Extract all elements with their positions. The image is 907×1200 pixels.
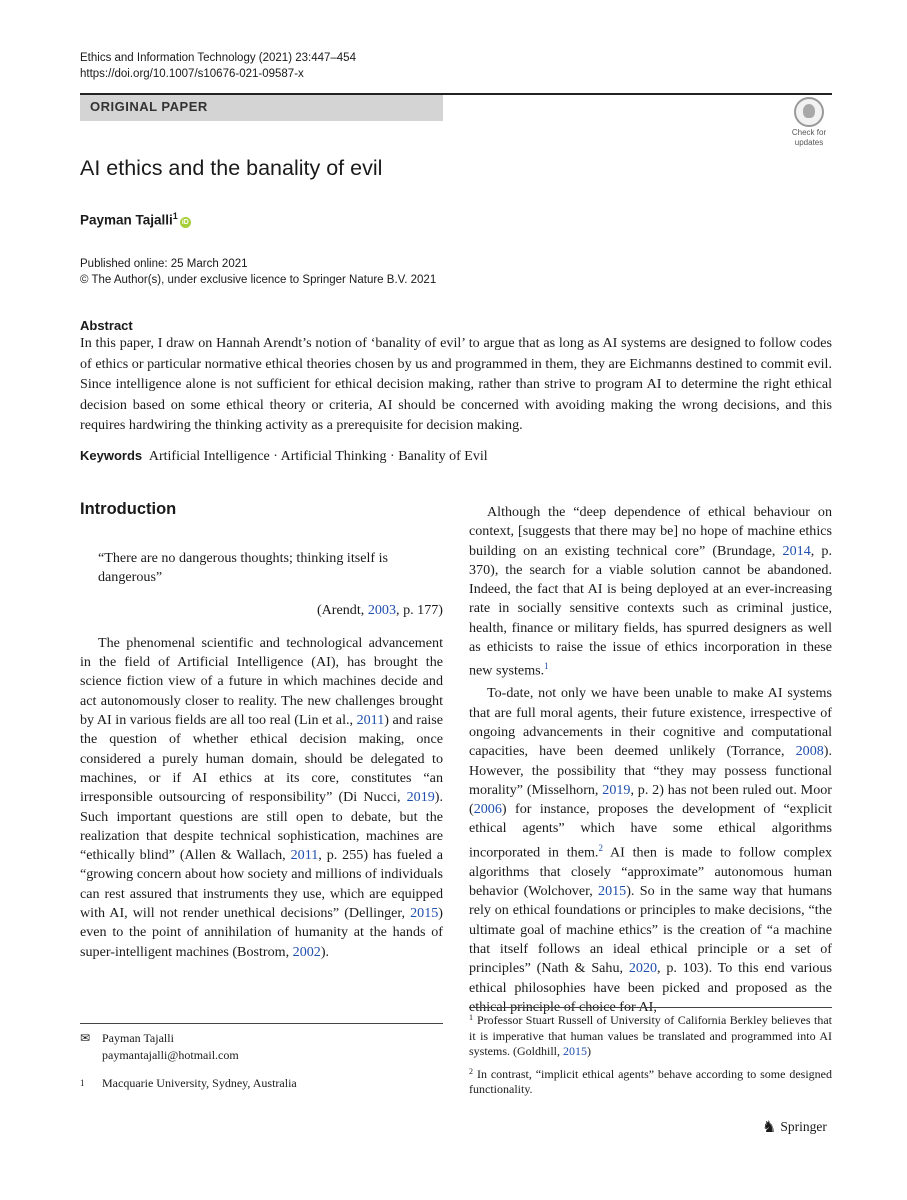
citation-link[interactable]: 2015 (598, 883, 627, 900)
intro-paragraph-1: The phenomenal scientific and technological advancement in the field of Artificial Intelligence (AI), has brought the science fiction view of a future in which machines decide and act autonomously closer to reality. The new challenges brought by AI in various fields are all too real (Lin et al., 2011) and raise the question of whether ethical decision making, once considered a purely human domain, should be delegated to machines, or if AI ethics at its core, constitutes “an irresponsible outsourcing of responsibility” (Di Nucci, 2019). Such important questions are still open to debate, but the realization that despite technical sophistication, machines are “ethically blind” (Allen & Wallach, 2011, p. 255) has fueled a “growing concern about how society and millions of individuals can rest assured that instruments they use, which are equipped with AI, will not render unethical decisions” (Dellinger, 2015) even to the point of annihilation of humanity at the hands of super-intelligent machines (Bostrom, 2002). (80, 634, 443, 960)
author-line (80, 211, 191, 228)
footnote-2: $^2$ In contrast, “implicit ethical agents” behave according to some designed functionality. (469, 1066, 832, 1096)
citation-link[interactable]: 2015 (563, 1044, 588, 1058)
citation-link[interactable]: 2015 (410, 905, 439, 922)
copyright-line: © The Author(s), under exclusive licence to Springer Nature B.V. 2021 (80, 274, 437, 286)
author-affil-sup: 1 (172, 211, 178, 221)
citation-link[interactable]: 2014 (782, 542, 811, 559)
citation-link[interactable]: 2002 (292, 943, 321, 960)
doi-link[interactable]: https://doi.org/10.1007/s10676-021-09587-x (80, 68, 304, 80)
paper-title: AI ethics and the banality of evil (80, 156, 383, 180)
keywords-label: Keywords (80, 448, 143, 463)
citation-link[interactable]: 2006 (473, 801, 502, 818)
footnotes (469, 1010, 832, 1102)
footnote-ref[interactable]: 1 (544, 661, 549, 672)
introduction-heading: Introduction (80, 500, 177, 518)
contact-email[interactable]: paymantajalli@hotmail.com (102, 1048, 239, 1062)
journal-header (80, 50, 356, 82)
contact-name: Payman Tajalli (102, 1031, 174, 1045)
check-label-1: Check for (791, 128, 827, 137)
citation-link[interactable]: 2020 (628, 960, 658, 977)
check-for-updates-badge[interactable] (784, 97, 834, 145)
keywords (80, 448, 488, 465)
footnote-ref[interactable]: 2 (598, 842, 603, 853)
published-date: Published online: 25 March 2021 (80, 258, 248, 270)
author-name: Payman Tajalli (80, 212, 173, 228)
epigraph-citation: (Arendt, 2003, p. 177) (316, 601, 443, 618)
citation-link[interactable]: 2011 (290, 847, 319, 864)
citation-link[interactable]: 2019 (406, 789, 435, 806)
keywords-text: Artificial Intelligence · Artificial Thinking · Banality of Evil (148, 449, 488, 464)
publication-info (80, 256, 436, 288)
springer-logo (762, 1117, 827, 1136)
footnote-rule-right (469, 1007, 832, 1008)
springer-horse-icon: ♞ (762, 1117, 777, 1136)
body-paragraph-3: To-date, not only we have been unable to make AI systems that are full moral agents, their future existence, irrespective of ongoing advancements in their cognitive and computational capacities, have been deemed unlikely (Torrance, 2008). However, the possibility that “they may possess functional morality” (Misselhorn, 2019, p. 2) has not been ruled out. Moor (2006) for instance, proposes the development of “explicit ethical agents” which have some ethical algorithms incorporated in them.$^2$ AI then is made to follow complex algorithms that closely “approximate” autonomous human behavior (Wolchover, 2015). So in the same way that humans rely on ethical foundations or principles to make decisions, “the ultimate goal of machine ethics” is the creation of “a machine that itself follows an ideal ethical principle or a set of principles” (Nath & Sahu, 2020, p. 103). To this end various ethical philosophies have been picked and proposed as the ethical principle of choice for AI, (469, 685, 833, 1015)
corresponding-author (80, 1030, 443, 1064)
column-left (80, 500, 443, 962)
abstract-heading: Abstract (80, 318, 133, 333)
citation-link[interactable]: 2019 (602, 781, 631, 798)
publisher-name: Springer (780, 1118, 827, 1134)
check-label-2: updates (794, 138, 824, 147)
citation-link[interactable]: 2011 (356, 712, 385, 729)
footnote-rule-left (80, 1023, 443, 1024)
journal-citation: Ethics and Information Technology (2021) 23:447–454 (80, 52, 356, 64)
affiliation-text: Macquarie University, Sydney, Australia (102, 1076, 297, 1090)
column-right (469, 503, 832, 1017)
affiliation (80, 1075, 297, 1092)
envelope-icon: ✉ (80, 1031, 91, 1045)
body-paragraph-2: Although the “deep dependence of ethical behaviour on context, [suggests that there may be] no hope of machine ethics building on an existing technical core” (Brundage, 2014, p. 370), the search for a viable solution cannot be abandoned. Indeed, the fact that AI is being deployed at an ever-increasing rate in socially sensitive contexts such as criminal justice, health, finance or military fields, has spurred designers as well as ethicists to raise the issue of ethics incorporation in these new systems.$^1$ (469, 504, 832, 680)
orcid-icon[interactable]: iD (181, 218, 189, 226)
affiliation-number: 1 (80, 1078, 85, 1088)
epigraph-quote: “There are no dangerous thoughts; thinking itself is dangerous” (98, 550, 389, 586)
footnote-1: $^1$ Professor Stuart Russell of University of California Berkley believes that it is imperative that human values be translated and programmed into AI systems. (Goldhill, 2015) (469, 1013, 832, 1058)
citation-link[interactable]: 2008 (795, 743, 824, 760)
citation-link[interactable]: 2003 (367, 601, 397, 618)
article-type-tag: ORIGINAL PAPER (80, 95, 443, 121)
crossmark-icon (794, 97, 824, 127)
abstract-text: In this paper, I draw on Hannah Arendt’s notion of ‘banality of evil’ to argue that as long as AI systems are designed to follow codes of ethics or particular normative ethical theories chosen by us and programmed in them, they are Eichmanns destined to commit evil. Since intelligence alone is not sufficient for ethical decision making, rather than strive to program AI to determine the right ethical decision based on some ethical theory or criteria, AI should be concerned with avoiding making the wrong decisions, and this requires hardwiring the thinking activity as a prerequisite for decision making. (80, 335, 832, 434)
